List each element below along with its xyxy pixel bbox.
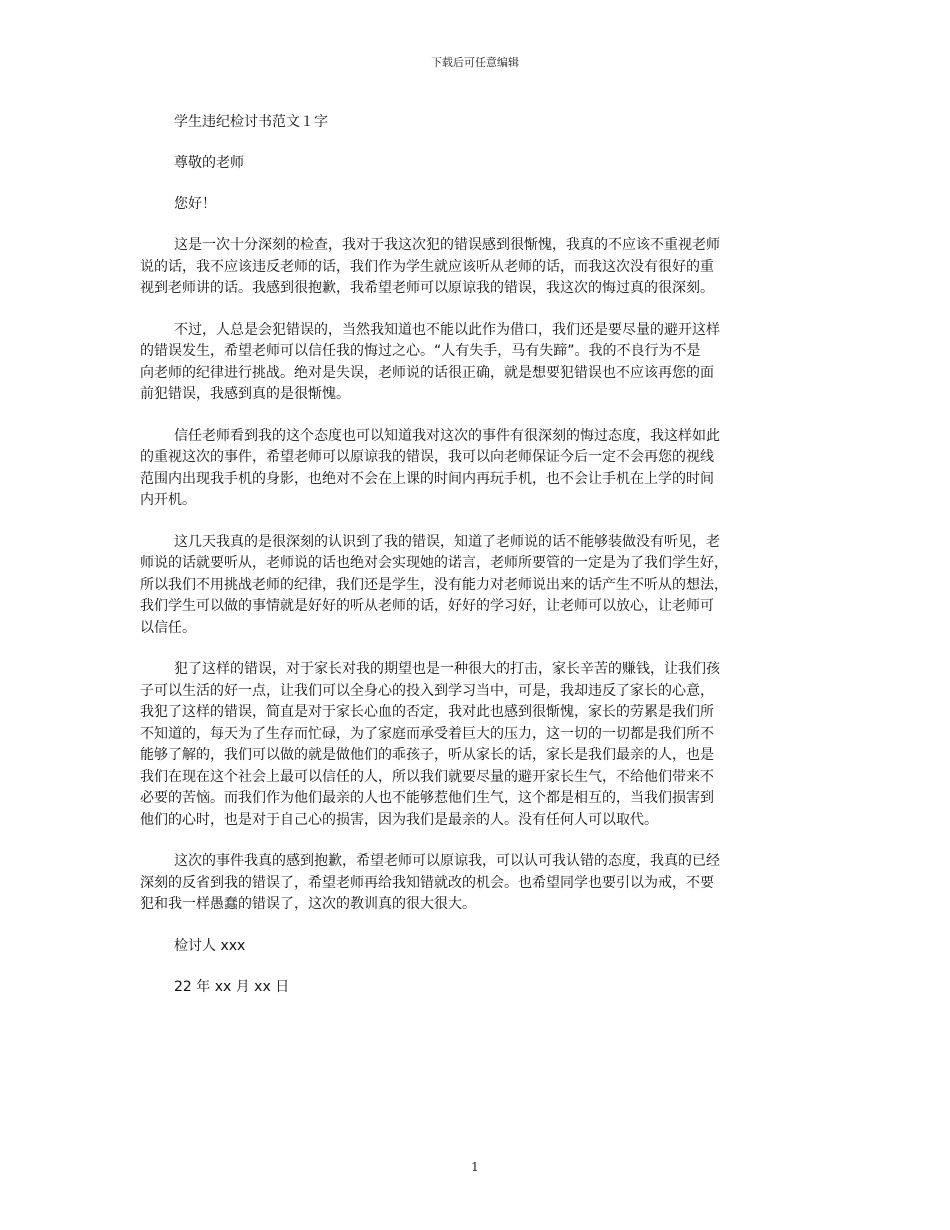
paragraph-line: 子可以生活的好一点，让我们可以全身心的投入到学习当中，可是，我却违反了家长的心意， [140, 682, 714, 699]
paragraph-1 [140, 235, 816, 300]
paragraph-line: 必要的苦恼。而我们作为他们最亲的人也不能够惹他们生气，这个都是相互的，当我们损害到 [140, 790, 714, 806]
page-number: 1 [471, 1160, 479, 1174]
document-body [140, 112, 816, 1018]
paragraph-line: 师说的话就要听从，老师说的话也绝对会实现她的诺言，老师所要管的一定是为了我们学生好， [140, 555, 728, 571]
document-title: 学生违纪检讨书范文１字 [174, 114, 328, 130]
paragraph-line: 我们学生可以做的事情就是好好的听从老师的话，好好的学习好，让老师可以放心，让老师可 [140, 598, 714, 614]
paragraph-6 [140, 851, 816, 916]
date: 22 年 xx 月 xx 日 [174, 978, 290, 995]
header-note: 下载后可任意编辑 [431, 56, 519, 69]
paragraph-line: 内开机。 [140, 492, 196, 508]
paragraph-line: 深刻的反省到我的错误了，希望老师再给我知错就改的机会。也希望同学也要引以为戒，不要 [140, 874, 714, 891]
paragraph-line: 这几天我真的是很深刻的认识到了我的错误，知道了老师说的话不能够装做没有听见，老 [174, 533, 720, 550]
paragraph-line: 以信任。 [140, 619, 196, 636]
paragraph-5 [140, 659, 816, 831]
paragraph-line: 不知道的，每天为了生存而忙碌，为了家庭而承受着巨大的压力，这一切的一切都是我们所不 [140, 725, 714, 742]
paragraph-line: 前犯错误，我感到真的是很惭愧。 [140, 386, 350, 402]
paragraph-line: 说的话，我不应该违反老师的话，我们作为学生就应该听从老师的话，而我这次没有很好的重 [140, 258, 714, 275]
paragraph-line: 所以我们不用挑战老师的纪律，我们还是学生，没有能力对老师说出来的话产生不听从的想法， [140, 576, 728, 593]
signature: 检讨人 xxx [174, 937, 246, 954]
paragraph-2 [140, 320, 816, 406]
paragraph-line: 犯和我一样愚蠢的错误了，这次的教训真的很大很大。 [140, 896, 476, 912]
paragraph-line: 信任老师看到我的这个态度也可以知道我对这次的事件有很深刻的悔过态度，我这样如此 [174, 427, 720, 444]
paragraph-3 [140, 426, 816, 512]
paragraph-line: 他们的心时，也是对于自己心的损害，因为我们是最亲的人。没有任何人可以取代。 [140, 811, 658, 828]
paragraph-line: 的重视这次的事件，希望老师可以原谅我的错误，我可以向老师保证今后一定不会再您的视线 [140, 449, 714, 465]
paragraph-line: 不过，人总是会犯错误的，当然我知道也不能以此作为借口，我们还是要尽量的避开这样 [174, 321, 720, 338]
paragraph-line: 犯了这样的错误，对于家长对我的期望也是一种很大的打击，家长辛苦的赚钱，让我们孩 [174, 661, 720, 677]
paragraph-line: 这次的事件我真的感到抱歉，希望老师可以原谅我，可以认可我认错的态度，我真的已经 [174, 853, 720, 869]
paragraph-line: 视到老师讲的话。我感到很抱歉，我希望老师可以原谅我的错误，我这次的悔过真的很深刻。 [140, 280, 714, 296]
paragraph-line: 向老师的纪律进行挑战。绝对是失误，老师说的话很正确，就是想要犯错误也不应该再您的面 [140, 364, 714, 381]
paragraph-4 [140, 532, 816, 640]
paragraph-line: 我们在现在这个社会上最可以信任的人，所以我们就要尽量的避开家长生气，不给他们带来不 [140, 768, 714, 785]
paragraph-line: 能够了解的，我们可以做的就是做他们的乖孩子，听从家长的话，家长是我们最亲的人，也是 [140, 747, 714, 763]
paragraph-line: 我犯了这样的错误，简直是对于家长心血的否定，我对此也感到很惭愧，家长的劳累是我们所 [140, 704, 714, 720]
paragraph-line: 的错误发生，希望老师可以信任我的悔过之心。“人有失手，马有失蹄”。我的不良行为不是 [140, 343, 701, 359]
greeting: 您好！ [174, 196, 216, 212]
salutation: 尊敬的老师 [174, 155, 244, 171]
paragraph-line: 这是一次十分深刻的检查，我对于我这次犯的错误感到很惭愧，我真的不应该不重视老师 [174, 237, 720, 253]
paragraph-line: 范围内出现我手机的身影，也绝对不会在上课的时间内再玩手机，也不会让手机在上学的时间 [140, 470, 714, 487]
